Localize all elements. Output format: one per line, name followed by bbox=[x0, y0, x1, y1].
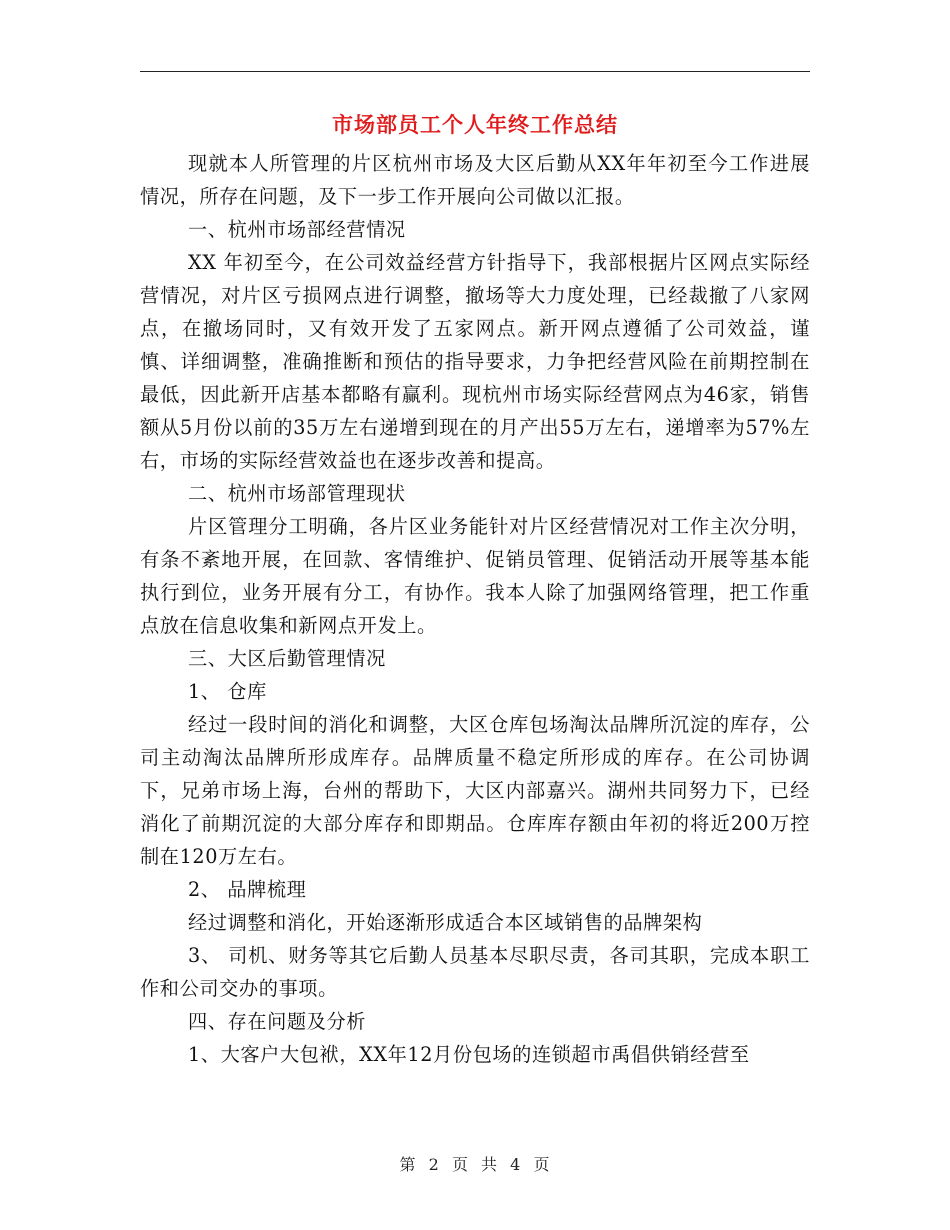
paragraph-problem-1: 1、大客户大包袱，XX年12月份包场的连锁超市禹倡供销经营至 bbox=[188, 1043, 750, 1066]
footer-total-pages: 4 bbox=[510, 1155, 522, 1174]
footer-total-prefix: 共 bbox=[481, 1155, 499, 1174]
header-rule bbox=[140, 71, 810, 72]
subheading-warehouse: 1、 仓库 bbox=[188, 680, 267, 703]
subheading-brand: 2、 品牌梳理 bbox=[188, 878, 307, 901]
heading-section-3: 三、大区后勤管理情况 bbox=[188, 647, 386, 670]
paragraph-section-1: XX 年初至今，在公司效益经营方针指导下，我部根据片区网点实际经营情况，对片区亏损网点进行调整，撤场等大力度处理，已经裁撤了八家网点，在撤场同时，又有效开发了五家网点。新开网点遵循了公司效益，谨慎、详细调整，准确推断和预估的指导要求，力争把经营风险在前期控制在最低，因此新开店基本都略有赢利。现杭州市场实际经营网点为46家，销售额从5月份以前的35万左右递增到现在的月产出55万左右，递增率为57%左右，市场的实际经营效益也在逐步改善和提高。 bbox=[140, 251, 810, 472]
footer-total-unit: 页 bbox=[533, 1155, 551, 1174]
heading-section-4: 四、存在问题及分析 bbox=[188, 1010, 367, 1033]
heading-section-2: 二、杭州市场部管理现状 bbox=[188, 482, 406, 505]
paragraph-section-2: 片区管理分工明确，各片区业务能针对片区经营情况对工作主次分明，有条不紊地开展，在回款、客情维护、促销员管理、促销活动开展等基本能执行到位，业务开展有分工，有协作。我本人除了加强网络管理，把工作重点放在信息收集和新网点开发上。 bbox=[140, 515, 810, 637]
document-body bbox=[140, 147, 810, 1071]
paragraph-intro: 现就本人所管理的片区杭州市场及大区后勤从XX年年初至今工作进展情况，所存在问题，及下一步工作开展向公司做以汇报。 bbox=[140, 152, 810, 208]
paragraph-staff: 3、 司机、财务等其它后勤人员基本尽职尽责，各司其职，完成本职工作和公司交办的事项。 bbox=[140, 944, 810, 1000]
footer-page-unit: 页 bbox=[451, 1155, 469, 1174]
footer-prefix: 第 bbox=[399, 1155, 417, 1174]
footer-page-number: 2 bbox=[428, 1155, 440, 1174]
page-footer bbox=[0, 1152, 950, 1175]
heading-section-1: 一、杭州市场部经营情况 bbox=[188, 218, 406, 241]
paragraph-warehouse: 经过一段时间的消化和调整，大区仓库包场淘汰品牌所沉淀的库存，公司主动淘汰品牌所形成库存。品牌质量不稳定所形成的库存。在公司协调下，兄弟市场上海，台州的帮助下，大区内部嘉兴。湖州共同努力下，已经消化了前期沉淀的大部分库存和即期品。仓库库存额由年初的将近200万控制在120万左右。 bbox=[140, 713, 810, 868]
document-title: 市场部员工个人年终工作总结 bbox=[332, 112, 618, 137]
paragraph-brand: 经过调整和消化，开始逐渐形成适合本区域销售的品牌架构 bbox=[188, 911, 703, 934]
